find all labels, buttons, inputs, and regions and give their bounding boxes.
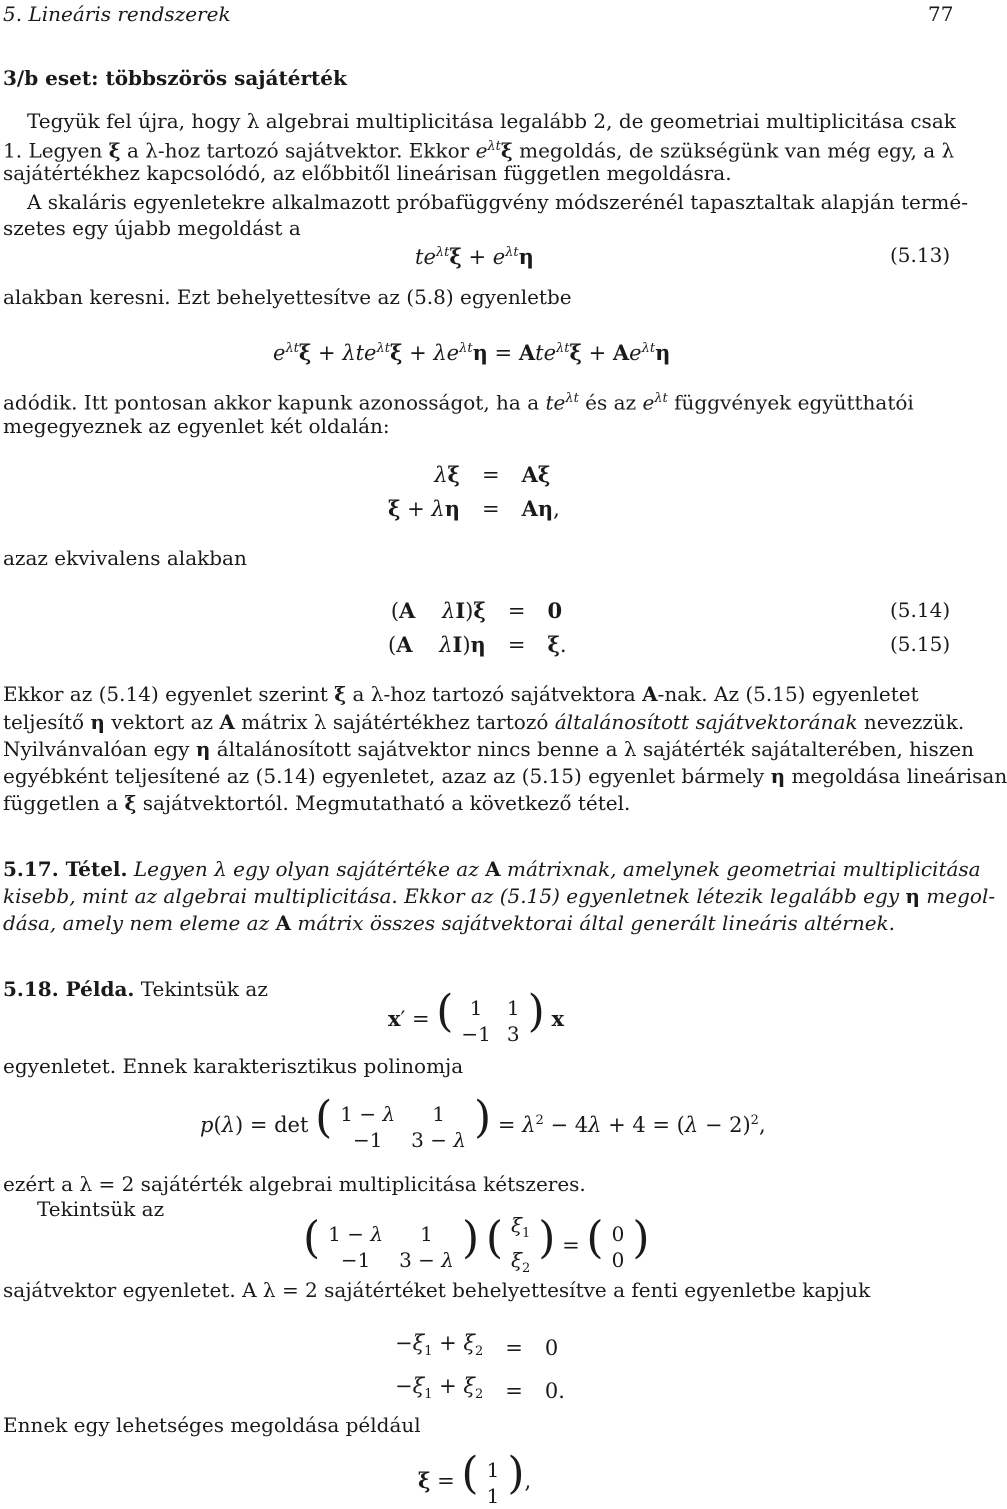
theorem-line-3: dása, amely nem eleme az A mátrix összes sajátvektorai által generált lineáris altérnek. [3, 911, 896, 935]
theorem-label: 5.17. Tétel. [3, 857, 128, 881]
scalar-system: $-\xi_1 + \xi_2$ = 0 $-\xi_1 + \xi_2$ = 0. [395, 1331, 565, 1403]
paragraph-4-line-4: egyébként teljesítené az (5.14) egyenletet, azaz az (5.15) egyenlet bármely η megoldása lineárisan [3, 764, 1007, 788]
consider-line: Tekintsük az [37, 1197, 165, 1221]
paragraph-2-line-3: alakban keresni. Ezt behelyettesítve az (5.8) egyenletbe [3, 285, 572, 309]
paragraph-2-line-2: szetes egy újabb megoldást a [3, 216, 301, 240]
paragraph-4-line-3: Nyilvánvalóan egy η általánosított sajátvektor nincs benne a λ sajátérték sajátalterében, hiszen [3, 737, 974, 761]
equation-number-5-13: (5.13) [890, 243, 951, 267]
example-label: 5.18. Példa. [3, 977, 135, 1001]
substituted-equation: $e^{\lambda t}\xi + \lambda te^{\lambda t}\xi + \lambda e^{\lambda t}\eta = Ate^{\lambda t}\xi + Ae^{\lambda t}\eta$ [273, 340, 671, 365]
coefficient-equations: λξ = Aξ ξ + λη = Aη, [388, 462, 560, 521]
paragraph-1-line-2: 1. Legyen ξ a λ-hoz tartozó sajátvektor. Ekkor $e^{\lambda t}\xi$ megoldás, de szükségünk van még egy, a λ [3, 138, 955, 163]
solution-line: Ennek egy lehetséges megoldása például [3, 1413, 421, 1437]
solution-vector: ξ = ( 1 1 ), [418, 1448, 532, 1508]
eigenvector-system: ( 1 − λ 1 −1 3 − λ ) ( $\xi_1$ $\xi_2$) = ( 0 0 ) [303, 1212, 650, 1276]
equivalent-equations: (A λI)ξ = 0 (A λI)η = ξ. [388, 598, 567, 657]
paragraph-3-line-2: megegyeznek az egyenlet két oldalán: [3, 414, 390, 438]
algebraic-multiplicity-line: ezért a λ = 2 sajátérték algebrai multiplicitása kétszeres. [3, 1172, 586, 1196]
paragraph-4-line-2: teljesítő η vektort az A mátrix λ sajátértékhez tartozó általánosított sajátvektorának nevezzük. [3, 710, 965, 734]
characteristic-polynomial: p(λ) = det ( 1 − λ 1 −1 3 − λ ) = $\lambda^2 - 4\lambda + 4 = (\lambda - 2)^2$, [200, 1092, 766, 1152]
page-number: 77 [928, 2, 954, 26]
paragraph-1-line-3: sajátértékhez kapcsolódó, az előbbitől lineárisan független megoldásra. [3, 161, 732, 185]
paragraph-4-line-5: független a ξ sajátvektortól. Megmutatható a következő tétel. [3, 791, 631, 815]
theorem-line-1: 5.17. Tétel. Legyen λ egy olyan sajátértéke az A mátrixnak, amelynek geometriai multiplicitása [3, 857, 981, 881]
theorem-line-2: kisebb, mint az algebrai multiplicitása. Ekkor az (5.15) egyenletnek létezik legalább egy η megol- [3, 884, 996, 908]
example-label-line: 5.18. Példa. Tekintsük az [3, 977, 268, 1001]
paragraph-2-line-1: A skaláris egyenletekre alkalmazott próbafüggvény módszerénél tapasztaltak alapján termé- [27, 190, 968, 214]
example-equation-line: egyenletet. Ennek karakterisztikus polinomja [3, 1054, 464, 1078]
system-equation: x′ = ( 1 1 −1 3 ) x [388, 986, 565, 1046]
equation-5-13: $te^{\lambda t}\xi + e^{\lambda t}\eta$ [415, 244, 534, 269]
substitution-line: sajátvektor egyenletet. A λ = 2 sajátértéket behelyettesítve a fenti egyenletbe kapjuk [3, 1278, 871, 1302]
equation-number-5-14: (5.14) [890, 598, 951, 622]
paragraph-3-line-3: azaz ekvivalens alakban [3, 546, 247, 570]
paragraph-4-line-1: Ekkor az (5.14) egyenlet szerint ξ a λ-hoz tartozó sajátvektora A-nak. Az (5.15) egyenletet [3, 682, 919, 706]
section-title: 3/b eset: többszörös sajátérték [3, 66, 347, 90]
paragraph-1-line-1: Tegyük fel újra, hogy λ algebrai multiplicitása legalább 2, de geometriai multiplicitása csak [27, 109, 956, 133]
equation-number-5-15: (5.15) [890, 632, 951, 656]
running-title: 5. Lineáris rendszerek [3, 2, 231, 26]
paragraph-3-line-1: adódik. Itt pontosan akkor kapunk azonosságot, ha a $te^{\lambda t}$ és az $e^{\lambda t}$ függvények együtthatói [3, 390, 914, 415]
